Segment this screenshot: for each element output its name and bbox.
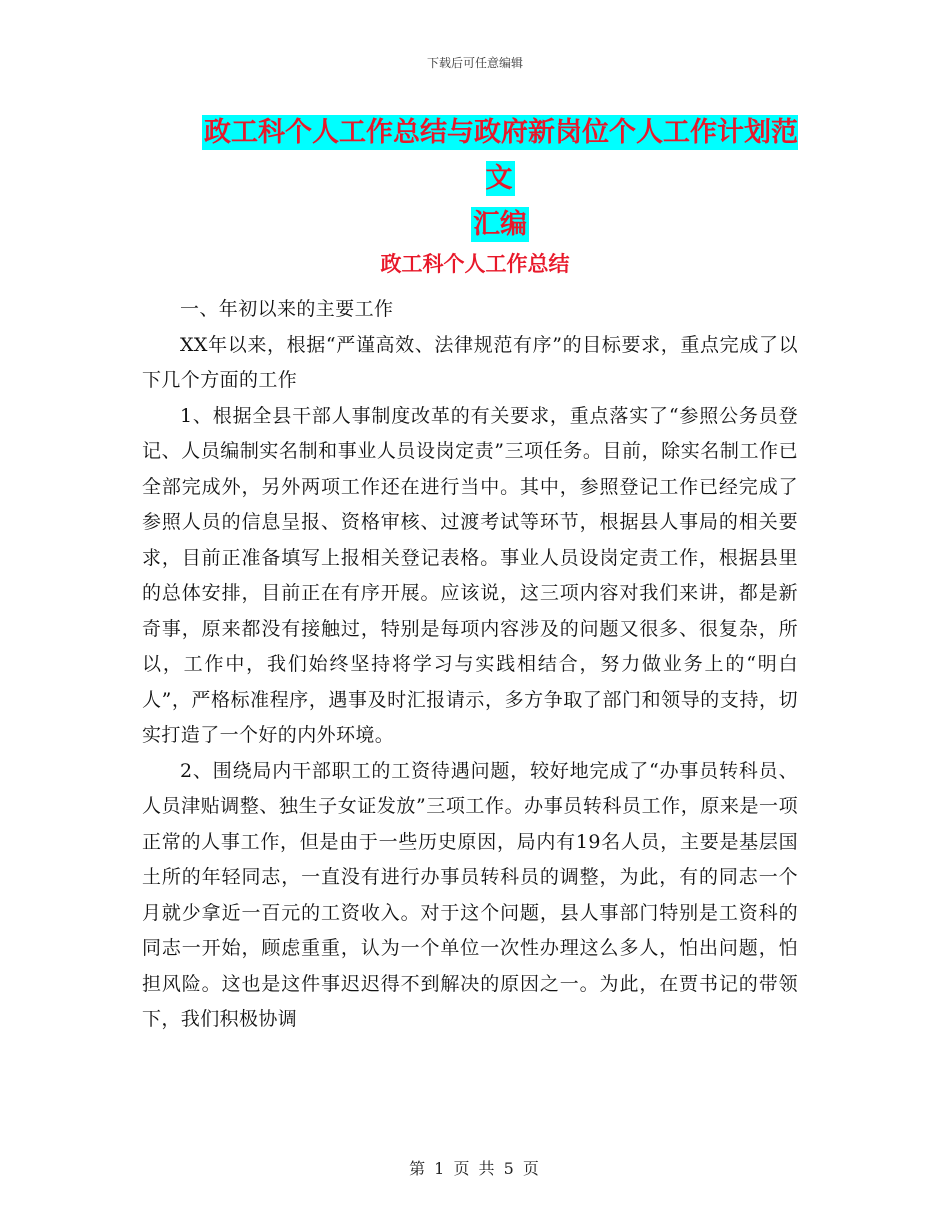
- document-title-line2: 汇编: [473, 209, 527, 240]
- paragraph-intro: XX年以来，根据“严谨高效、法律规范有序”的目标要求，重点完成了以下几个方面的工作: [142, 333, 798, 391]
- paragraph-item-2: 2、围绕局内干部职工的工资待遇问题，较好地完成了“办事员转科员、人员津贴调整、独生子女证发放”三项工作。办事员转科员工作，原来是一项正常的人事工作，但是由于一些历史原因，局内有19名人员，主要是基层国土所的年轻同志，一直没有进行办事员转科员的调整，为此，有的同志一个月就少拿近一百元的工资收入。对于这个问题，县人事部门特别是工资科的同志一开始，顾虑重重，认为一个单位一次性办理这么多人，怕出问题，怕担风险。这也是这件事迟迟得不到解决的原因之一。为此，在贾书记的带领下，我们积极协调: [142, 759, 798, 1030]
- section-title: 政工科个人工作总结: [380, 252, 570, 276]
- page-footer: 第 1 页 共 5 页: [409, 1159, 541, 1178]
- document-title-line1: 政工科个人工作总结与政府新岗位个人工作计划范文: [204, 117, 798, 194]
- body-text: [142, 292, 798, 1038]
- header-note: 下载后可任意编辑: [426, 56, 523, 70]
- paragraph-item-1: 1、根据全县干部人事制度改革的有关要求，重点落实了“参照公务员登记、人员编制实名制和事业人员设岗定责”三项任务。目前，除实名制工作已全部完成外，另外两项工作还在进行当中。其中，参照登记工作已经完成了参照人员的信息呈报、资格审核、过渡考试等环节，根据县人事局的相关要求，目前正准备填写上报相关登记表格。事业人员设岗定责工作，根据县里的总体安排，目前正在有序开展。应该说，这三项内容对我们来讲，都是新奇事，原来都没有接触过，特别是每项内容涉及的问题又很多、很复杂，所以，工作中，我们始终坚持将学习与实践相结合，努力做业务上的“明白人”，严格标准程序，遇事及时汇报请示，多方争取了部门和领导的支持，切实打造了一个好的内外环境。: [142, 404, 798, 746]
- document-title: [190, 110, 810, 248]
- paragraph-heading: 一、年初以来的主要工作: [180, 298, 394, 320]
